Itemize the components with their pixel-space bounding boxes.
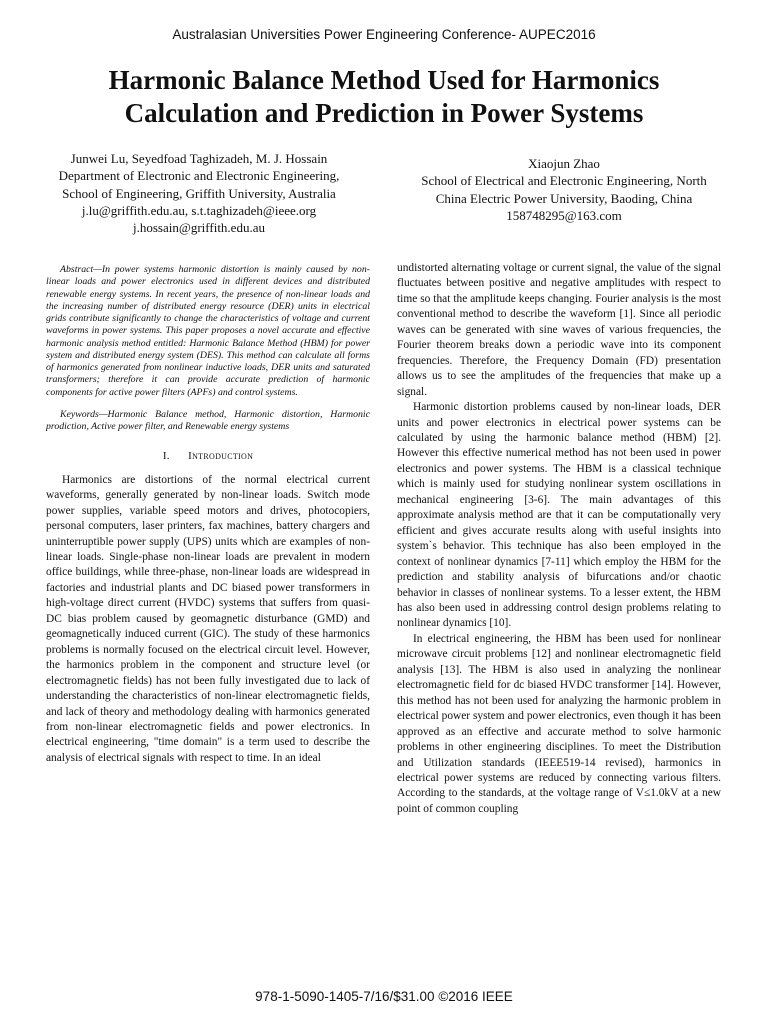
- keywords: Keywords—Harmonic Balance method, Harmonic distortion, Harmonic prodiction, Active power filter, and Renewable energy systems: [46, 408, 370, 432]
- right-column: [397, 261, 721, 817]
- author-email: 158748295@163.com: [506, 207, 622, 223]
- conference-header: Australasian Universities Power Engineering Conference- AUPEC2016: [172, 27, 596, 42]
- author-affiliation: Department of Electronic and Electronic Engineering,: [58, 168, 340, 184]
- left-column: [46, 264, 370, 766]
- paper-title: [30, 64, 738, 130]
- body-paragraph: Harmonic distortion problems caused by non-linear loads, DER units and power electronics in electrical power systems can be calculated by using the harmonic balance method (HBM) [2]. However this effective numerical method has not been used in power electronics and power systems. The HBM is a classical technique which is mainly used for studying nonlinear system oscillations in mechanical engineering [3-6]. The main advantages of this approximate analysis method are that it can be computationally very efficient and gives accurate results along with useful insights into system`s behavior. This technique has also been employed in the context of nonlinear dynamics [7-11] which employ the HBM for the prediction and stability analysis of bifurcations and/or chaotic behavior in classes of nonlinear systems. To a lesser extent, the HBM has also been used in addressing control design problems relating to nonlinear dynamics [10].: [397, 401, 721, 630]
- author-affiliation: School of Engineering, Griffith University, Australia: [62, 185, 336, 201]
- section-title: Introduction: [188, 450, 254, 463]
- author-email: j.hossain@griffith.edu.au: [133, 220, 265, 236]
- body-paragraph: Harmonics are distortions of the normal electrical current waveforms, generally generated by non-linear loads. Switch mode power supplies, variable speed motors and drives, photocopiers, personal computers, laser printers, fax machines, battery chargers and uninterruptible power supply (UPS) units which are examples of non-linear loads. Single-phase non-linear loads are prevalent in modern office buildings, while three-phase, non-linear loads are widespread in factories and industrial plants and DC biased power transformers in high-voltage direct current (HVDC) systems that suffers from quasi-DC bias problem caused by geomagnetic disturbance (GMD) and geomagnetically induced current (GIC). The study of these harmonics problems is normally focused on the electrical circuit level. However, the harmonics problem in the component and structure level (or electromagnetic fields) has not been fully investigated due to lack of understanding the characteristics of non-linear electromagnetic fields, and lack of theory and methodology dealing with harmonics generated from non-linear electromagnetic fields and power electronics. In electrical engineering, "time domain" is a term used to describe the analysis of electrical signals with respect to time. In an ideal: [46, 473, 370, 764]
- author-names: Junwei Lu, Seyedfoad Taghizadeh, M. J. Hossain: [70, 151, 328, 166]
- author-affiliation: School of Electrical and Electronic Engineering, North: [421, 173, 707, 189]
- title-line-2: Calculation and Prediction in Power Systems: [124, 98, 644, 128]
- body-paragraph: In electrical engineering, the HBM has been used for nonlinear microwave circuit problems [12] and nonlinear electromagnetic field analysis [13]. The HBM is also used in analyzing the nonlinear electromagnetic field for dc biased HVDC transformer [14]. However, this method has not been used for analyzing the harmonic problem in electrical power system and power electronics, even though it has been approved as an effective and accurate method to solve harmonic problems in other engineering disciplines. To meet the Distribution and Utilization standards (IEEE519-14 revised), harmonics in electrical power systems are reduced by connecting various filters. According to the standards, at the voltage range of V≤1.0kV at a new point of common coupling: [397, 632, 721, 815]
- author-names: Xiaojun Zhao: [528, 156, 600, 171]
- author-email: j.lu@griffith.edu.au, s.t.taghizadeh@ieee.org: [81, 202, 317, 218]
- author-block-right: [400, 155, 728, 224]
- section-heading: [46, 449, 370, 464]
- title-line-1: Harmonic Balance Method Used for Harmonics: [108, 65, 660, 95]
- author-affiliation: China Electric Power University, Baoding, China: [435, 190, 693, 206]
- section-number: I.: [162, 450, 170, 463]
- body-paragraph: undistorted alternating voltage or current signal, the value of the signal fluctuates between positive and negative amplitudes with respect to time so that the amplitude keeps changing. Fourier analysis is the most conventional method to describe the waveform [1]. Since all periodic waves can be generated with sine waves of various frequencies, the Fourier theorem breaks down a periodic wave into its component frequencies. Therefore, the Frequency Domain (FD) presentation allows us to see the amplitudes of the frequencies that make up a signal.: [397, 262, 721, 398]
- author-block-left: [40, 150, 358, 236]
- copyright-footer: 978-1-5090-1405-7/16/$31.00 ©2016 IEEE: [255, 989, 513, 1004]
- abstract: Abstract—In power systems harmonic distortion is mainly caused by non-linear loads and power electronics used in different devices and distributed renewable energy systems. In recent years, the presence of non-linear loads and the increasing number of distributed energy resource (DER) units in electrical grids contribute significantly to change the characteristics of voltage and current waveforms in power systems. This paper proposes a novel accurate and effective harmonic analysis method entitled: Harmonic Balance Method (HBM) for power system and distributed energy system (DES). This method can calculate all forms of harmonics generated from nonlinear inductive loads, DER units and saturated transformers; therefore it can provide accurate prediction of harmonic components for active power filters (APFs) and control systems.: [46, 264, 370, 398]
